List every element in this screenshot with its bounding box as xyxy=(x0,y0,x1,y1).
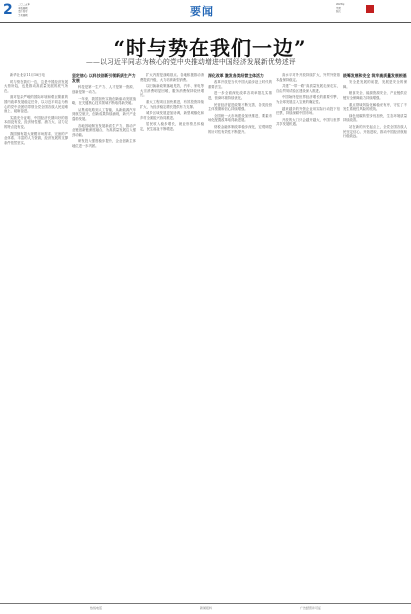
article-column xyxy=(4,70,68,600)
page-number: 2 xyxy=(3,2,13,18)
paragraph: 站在新的历史起点上，全党全国各族人民坚定信心、开拓进取，推动中国经济航船行稳致远。 xyxy=(343,124,407,139)
paragraph: 越来越多的外资企业用实际行动投下信任票，持续深耕中国市场。 xyxy=(276,106,340,116)
header-meta-line: 本版编辑 xyxy=(18,6,28,10)
article-body xyxy=(4,70,407,600)
paragraph: 重大工程项目加快推进，有效投资持续扩大，为经济稳定增长提供有力支撑。 xyxy=(140,99,204,109)
subheadline: ——以习近平同志为核心的党中央推动增进中国经济发展新优势述评 xyxy=(86,58,296,66)
footer-hotline: 热线电话 xyxy=(90,606,103,610)
paragraph: 城乡区域发展更加协调，新型城镇化和乡村全面振兴协同推进。 xyxy=(140,111,204,120)
paragraph: 科技是第一生产力、人才是第一资源、创新是第一动力。 xyxy=(72,85,136,94)
page-footer xyxy=(0,603,411,614)
logo-seal-icon xyxy=(366,5,374,13)
paragraph: 进一步全面深化改革各项举措扎实推进，营商环境持续优化。 xyxy=(208,91,272,100)
paragraph: 居民收入稳步增长，就业形势总体稳定，民生福祉不断增进。 xyxy=(140,122,204,131)
paragraph: 时与势在我们一边，这是中国经济发展大势所趋，也是推动高质量发展的底气所在。 xyxy=(4,79,68,93)
paragraph: 全国统一大市场建设加快推进，要素市场化配置改革取得新进展。 xyxy=(208,113,272,123)
paragraph: 研发投入强度稳步提升，企业创新主体地位进一步巩固。 xyxy=(72,139,136,148)
paragraph: 我国拥有超大规模市场需求、完备的产业体系、丰富的人力资源，经济发展的支撑条件依然坚实。 xyxy=(4,131,68,145)
paragraph: 扩大内需是战略基点。各地积极推动消费提质升级，大力培育新型消费。 xyxy=(140,73,204,82)
paragraph: 安全是发展的前提，发展是安全的保障。 xyxy=(343,80,407,89)
paragraph: 民营经济促进政策不断完善，各类经营主体预期和信心持续增强。 xyxy=(208,102,272,112)
header-meta-right xyxy=(336,3,358,14)
paragraph: 实践充分证明，中国经济长期向好的基本面没有变，经济韧性强、潜力大、活力足的特点没有变。 xyxy=(4,115,68,129)
paragraph: 开放的大门只会越开越大，中国与世界共享发展机遇。 xyxy=(276,117,340,127)
paragraph: 改革开放是当代中国大踏步赶上时代的重要法宝。 xyxy=(208,80,272,89)
header-meta-line: 二〇二五年 xyxy=(18,3,30,6)
section-name: 要闻 xyxy=(190,5,214,18)
column-heading: 坚定信心 以科技创新引领新质生产力发展 xyxy=(72,73,136,84)
paragraph: 财税金融体制改革稳步深化，宏观调控的针对性有效性不断提升。 xyxy=(208,124,272,134)
article-column xyxy=(343,70,407,600)
article-column xyxy=(72,70,136,600)
footer-license: 广告经营许可证 xyxy=(300,606,322,610)
paragraph: 绿色低碳转型步伐加快，生态环境质量持续改善。 xyxy=(343,113,407,123)
article-column xyxy=(276,70,340,600)
paragraph: 高水平对外开放持续扩大，外贸外资基本盘保持稳定。 xyxy=(276,73,340,82)
newspaper-logo xyxy=(366,3,406,17)
header-meta-line: 2025年 xyxy=(336,3,345,6)
article-column xyxy=(208,70,272,600)
paragraph: 重点领域风险化解稳妥有序，守住了不发生系统性风险的底线。 xyxy=(343,102,407,112)
page-header xyxy=(0,0,411,23)
column-heading: 统筹发展和安全 筑牢高质量发展根基 xyxy=(343,73,407,78)
paragraph: 面对复杂严峻的国际环境和艰巨繁重的国内改革发展稳定任务，以习近平同志为核心的党中央团结带领全党全国各族人民迎难而上、砥砺奋进。 xyxy=(4,95,68,114)
paragraph: 从集成电路到人工智能，从新能源汽车到航空航天，创新成果持续涌现，新兴产业蓬勃发展。 xyxy=(72,107,136,121)
header-meta-line: 版次 xyxy=(336,10,341,14)
header-meta-line: 星期 xyxy=(336,6,341,10)
article-column xyxy=(140,70,204,600)
header-meta-line: 美术编辑 xyxy=(18,13,28,17)
paragraph: 中国始终是世界经济增长的重要引擎，为全球发展注入宝贵的确定性。 xyxy=(276,95,340,104)
header-meta-left xyxy=(18,3,58,17)
paragraph: 共建“一带一路”高质量发展走深走实，自由贸易试验区建设深入推进。 xyxy=(276,84,340,93)
paragraph: 各地因地制宜发展新质生产力，推动产业链创新链深度融合，为高质量发展注入强劲动能。 xyxy=(72,123,136,137)
paragraph: 一年来，我国加快实施创新驱动发展战略，在关键核心技术领域不断取得新突破。 xyxy=(72,96,136,106)
paragraph: 新华社北京11月18日电 xyxy=(10,73,45,77)
paragraph: 以旧换新政策落地见效，汽车、家电等大宗消费明显回暖，服务消费保持较快增长。 xyxy=(140,84,204,98)
header-meta-line: 责任校对 xyxy=(18,10,28,14)
column-heading: 深化改革 激发各类经营主体活力 xyxy=(208,73,264,78)
headline: “时与势在我们一边” xyxy=(113,36,307,60)
footer-news-tip: 新闻报料 xyxy=(200,606,213,610)
paragraph: 粮食安全、能源资源安全、产业链供应链安全保障能力持续增强。 xyxy=(343,91,407,100)
